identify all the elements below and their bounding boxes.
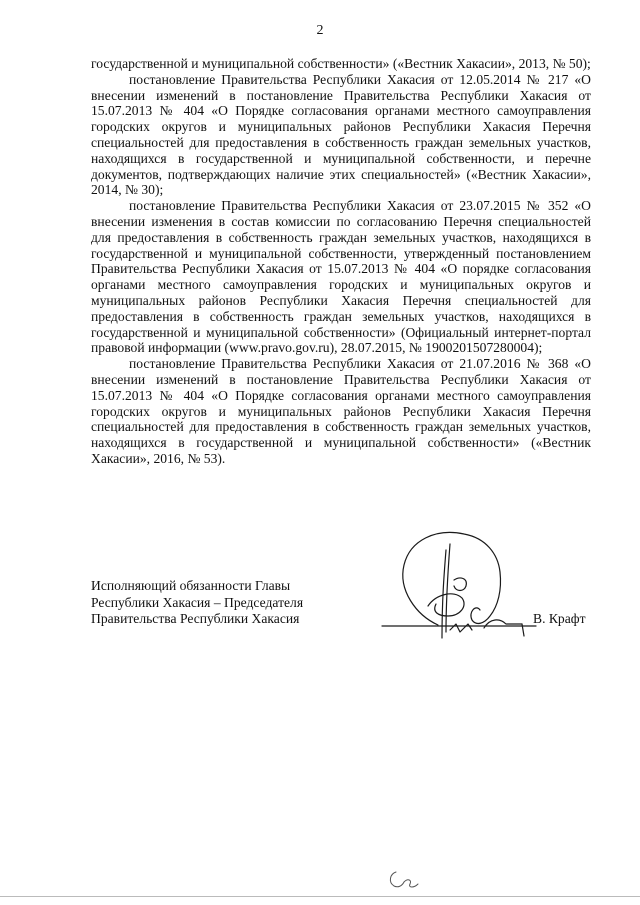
paragraph-1: государственной и муниципальной собственности» («Вестник Хакасии», 2013, № 50);	[91, 56, 591, 71]
page-edge-line	[0, 896, 640, 897]
signatory-title-line-1: Исполняющий обязанности Главы	[91, 578, 291, 593]
paragraph-3: постановление Правительства Республики Хакасия от 23.07.2015 № 352 «О внесении изменения в состав комиссии по согласованию Перечня специальностей для предоставления в собственность граждан земельных участков, находящихся в государственной и муниципальной собственности, утвержденный постановлением Правительства Республики Хакасия от 15.07.2013 № 404 «О порядке согласования органами местного самоуправления городских и муниципальных округов и муниципальных районов Республики Хакасия Перечня специальностей для предоставления в собственность граждан земельных участков, находящихся в государственной и муниципальной собственности» (Официальный интернет-портал правовой информации (www.pravo.gov.ru), 28.07.2015, № 1900201507280004);	[91, 198, 591, 356]
document-body	[91, 56, 591, 467]
handwritten-mark	[384, 866, 424, 892]
paragraph-4: постановление Правительства Республики Хакасия от 21.07.2016 № 368 «О внесении изменений в постановление Правительства Республики Хакасия от 15.07.2013 № 404 «О Порядке согласования органами местного самоуправления городских округов и муниципальных районов Республики Хакасия Перечня специальностей для предоставления в собственность граждан земельных участков, находящихся в государственной и муниципальной собственности» («Вестник Хакасии», 2016, № 53).	[91, 356, 591, 466]
signatory-title-line-3: Правительства Республики Хакасия	[91, 611, 300, 626]
signatory-title-line-2: Республики Хакасия – Председателя	[91, 594, 304, 610]
handwritten-signature	[376, 520, 546, 650]
signatory-title	[91, 578, 371, 628]
signer-name: В. Крафт	[533, 611, 586, 626]
paragraph-2: постановление Правительства Республики Хакасия от 12.05.2014 № 217 «О внесении изменений в постановление Правительства Республики Хакасия от 15.07.2013 № 404 «О Порядке согласования органами местного самоуправления городских округов и муниципальных районов Республики Хакасия Перечня специальностей для предоставления в собственность граждан земельных участков, находящихся в государственной и муниципальной собственности, и перечне документов, подтверждающих наличие этих специальностей» («Вестник Хакасии», 2014, № 30);	[91, 71, 591, 198]
page-number: 2	[316, 23, 324, 38]
